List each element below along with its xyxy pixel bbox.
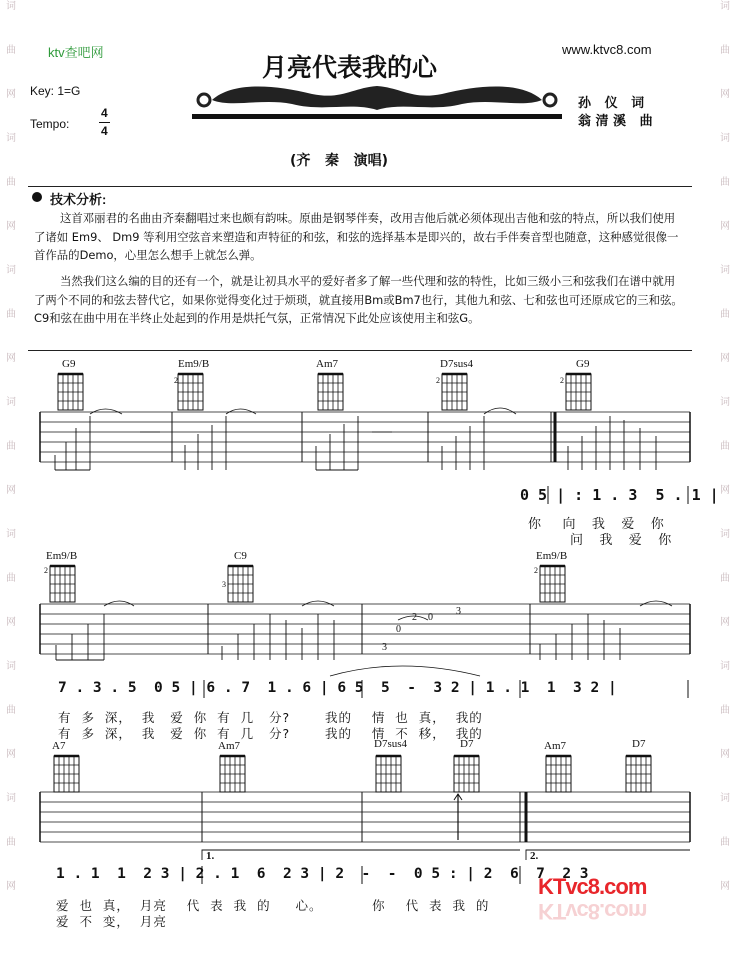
right-watermark: 词 曲 网 词 曲 网 词 曲 网 词 曲 网 词 曲 网 词 曲 网 词 曲 网 [720, 1, 730, 892]
chord-name: Em9/B [536, 550, 568, 562]
tempo-denominator: 4 [101, 124, 108, 138]
analysis-paragraph-1: 这首邓丽君的名曲由齐秦翻唱过来也颇有韵味。原曲是钢琴伴奏，改用吉他后就必须体现出吉他和弦的特点，所以我们使用了诸如 Em9、 Dm9 等利用空弦音来塑造和声特征的和弦，和弦的选择基本是即兴的，故右手伴奏音型也随意，这种感觉很像一首作品的Demo，心里怎么想手上就怎么弹。 [34, 211, 679, 262]
chord-name: D7 [460, 738, 474, 750]
tab-number: 0 [396, 624, 401, 635]
lyric-line: 爱 也 真， 月亮 代 表 我 的 心。 你 代 表 我 的 [56, 898, 490, 913]
fret-number: 2 [534, 566, 538, 575]
fret-number: 2 [436, 376, 440, 385]
tempo-label: Tempo: [30, 117, 70, 131]
jianpu-line: 0 5 | : 1 . 3 5 . 1 | [520, 486, 719, 504]
chord-name: C9 [234, 550, 247, 562]
lyric-line: 问 我 爱 你 [570, 533, 673, 548]
analysis-paragraph-2: 当然我们这么编的目的还有一个，就是让初具水平的爱好者多了解一些代理和弦的特性，比如三级小三和弦我们在谱中就用了两个不同的和弦去替代它，如果你觉得变化过于烦琐，就直接用Bm或Bm7也行，其他九和弦、七和弦也可还原成它的三和弦。C9和弦在曲中用在半终止处起到的作用是烘托气氛，正常情况下此处应该使用主和弦G。 [34, 274, 683, 325]
composer-credit: 翁 清 溪 曲 [578, 114, 653, 129]
lyric-line: 你 向 我 爱 你 [528, 517, 665, 532]
key-signature: Key: 1=G [30, 84, 81, 98]
chord-name: D7 [632, 738, 646, 750]
chord-name: G9 [62, 358, 76, 370]
chord-name: Em9/B [46, 550, 78, 562]
chord-name: D7sus4 [440, 358, 474, 370]
fret-number: 3 [222, 580, 226, 589]
left-watermark: 词 曲 网 词 曲 网 词 曲 网 词 曲 网 词 曲 网 词 曲 网 词 曲 网 [6, 1, 16, 892]
tab-number: 3 [382, 642, 387, 653]
lyric-line: 有 多 深， 我 爱 你 有 几 分? 我的 情 也 真， 我的 [58, 710, 483, 725]
tab-number: 0 [428, 612, 433, 623]
chord-name: G9 [576, 358, 590, 370]
volta-2-label: 2. [530, 850, 539, 862]
volta-1-label: 1. [206, 850, 215, 862]
lyric-line: 有 多 深， 我 爱 你 有 几 分? 我的 情 不 移， 我的 [58, 726, 483, 741]
tab-number: 3 [456, 606, 461, 617]
lyric-line: 爱 不 变， 月亮 [56, 914, 167, 929]
tab-number: 2 [412, 612, 417, 623]
footer-logo-reflection: KTvc8.com [538, 899, 647, 924]
page-title: 月亮代表我的心 [262, 53, 438, 82]
fret-number: 2 [560, 376, 564, 385]
fret-number: 2 [174, 376, 178, 385]
performer-credit: (齐 秦 演唱) [290, 153, 389, 169]
site-url[interactable]: www.ktvc8.com [562, 42, 652, 57]
lyricist-credit: 孙 仪 词 [578, 96, 645, 111]
chord-name: Am7 [544, 740, 566, 752]
chord-name: Am7 [218, 740, 240, 752]
fret-number: 2 [44, 566, 48, 575]
chord-name: A7 [52, 740, 66, 752]
jianpu-line: 1 . 1 1 2 3 | 2 . 1 6 2 3 | 2 - - 0 5 : | 2 6 7 2 3 [56, 866, 589, 882]
footer-logo: KTvc8.com [538, 874, 647, 899]
jianpu-line: 7 . 3 . 5 0 5 | 6 . 7 1 . 6 | 6 5 5 - 3 2 | 1 . 1 1 3 2 | [58, 680, 617, 696]
chord-name: D7sus4 [374, 738, 408, 750]
analysis-heading: 技术分析: [50, 192, 107, 207]
chord-name: Em9/B [178, 358, 210, 370]
chord-name: Am7 [316, 358, 338, 370]
site-name[interactable]: ktv查吧网 [48, 45, 104, 60]
tempo-numerator: 4 [101, 106, 108, 120]
